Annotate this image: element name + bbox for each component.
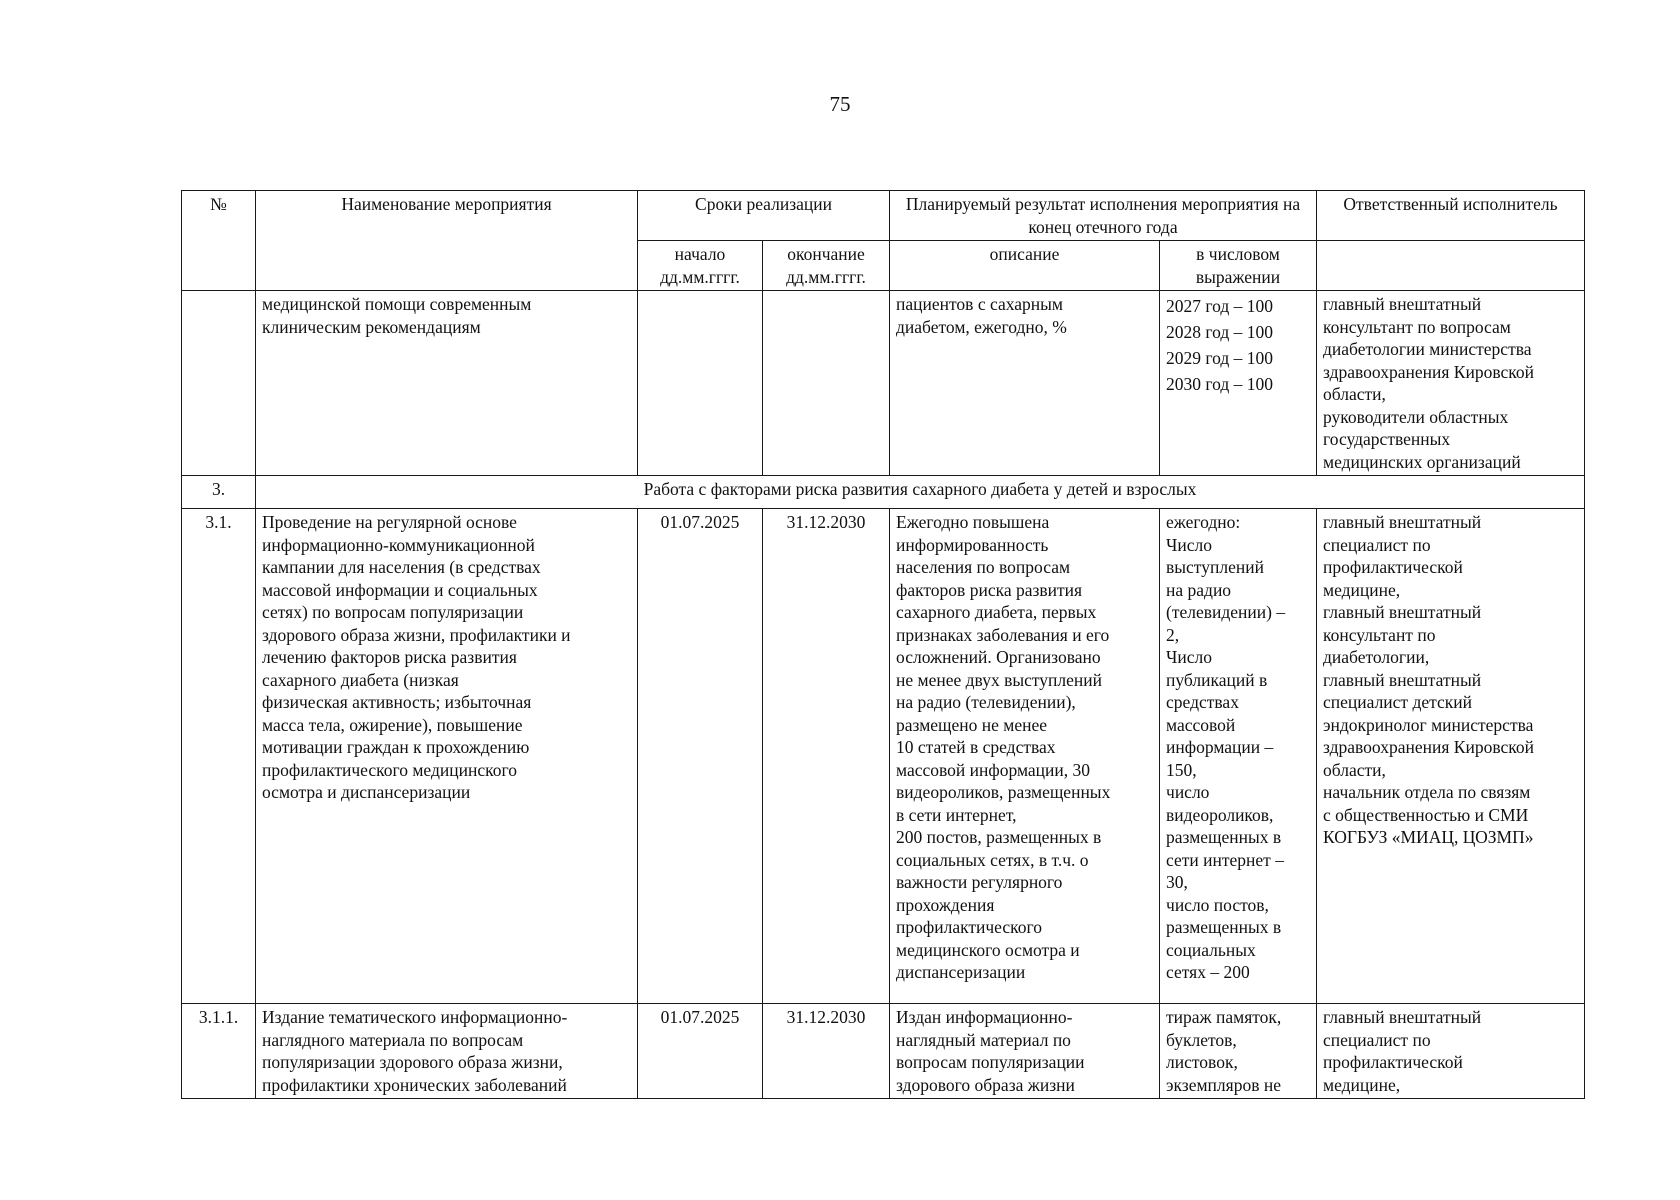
- section-row: [182, 476, 1585, 509]
- table-row: [182, 291, 1585, 476]
- row-description: пациентов с сахарным диабетом, ежегодно, %: [890, 291, 1160, 476]
- row-name: медицинской помощи современным клиническим рекомендациям: [256, 291, 638, 476]
- row-end: 31.12.2030: [763, 509, 890, 1004]
- header-row-1: [182, 191, 1585, 241]
- header-description: описание: [890, 241, 1160, 291]
- activities-table: [181, 190, 1585, 1099]
- header-name: Наименование мероприятия: [256, 191, 638, 291]
- table-row: [182, 509, 1585, 1004]
- row-numeric: ежегодно: Число выступлений на радио (телевидении) – 2, Число публикаций в средствах массовой информации – 150, число видеороликов, размещенных в сети интернет – 30, число постов, размещенных в социальных сетях – 200: [1160, 509, 1317, 1004]
- row-num: [182, 291, 256, 476]
- row-start: 01.07.2025: [638, 1004, 763, 1099]
- section-num: 3.: [182, 476, 256, 509]
- row-description: Издан информационно- наглядный материал по вопросам популяризации здорового образа жизни: [890, 1004, 1160, 1099]
- header-num: №: [182, 191, 256, 291]
- year-value: 2028 год – 100: [1166, 322, 1274, 342]
- year-value: 2027 год – 100: [1166, 296, 1274, 316]
- row-responsible: главный внештатный консультант по вопросам диабетологии министерства здравоохранения Кировской области, руководители областных государственных медицинских организаций: [1317, 291, 1585, 476]
- row-responsible: главный внештатный специалист по профилактической медицине,: [1317, 1004, 1585, 1099]
- header-result: Планируемый результат исполнения мероприятия на конец отечного года: [890, 191, 1317, 241]
- header-dates: Сроки реализации: [638, 191, 890, 241]
- row-num: 3.1.: [182, 509, 256, 1004]
- row-num: 3.1.1.: [182, 1004, 256, 1099]
- table-row: [182, 1004, 1585, 1099]
- header-start: начало дд.мм.гггг.: [638, 241, 763, 291]
- year-value: 2030 год – 100: [1166, 374, 1274, 394]
- row-numeric: [1160, 291, 1317, 476]
- row-end: [763, 291, 890, 476]
- page-number: 75: [829, 92, 851, 116]
- header-numeric: в числовом выражении: [1160, 241, 1317, 291]
- row-name: Издание тематического информационно- наглядного материала по вопросам популяризации здорового образа жизни, профилактики хронических заболеваний: [256, 1004, 638, 1099]
- row-name: Проведение на регулярной основе информационно-коммуникационной кампании для населения (в средствах массовой информации и социальных сетях) по вопросам популяризации здорового образа жизни, профилактики и лечению факторов риска развития сахарного диабета (низкая физическая активность; избыточная масса тела, ожирение), повышение мотивации граждан к прохождению профилактического медицинского осмотра и диспансеризации: [256, 509, 638, 1004]
- row-numeric: тираж памяток, буклетов, листовок, экземпляров не: [1160, 1004, 1317, 1099]
- section-title: Работа с факторами риска развития сахарного диабета у детей и взрослых: [256, 476, 1585, 509]
- header-responsible: Ответственный исполнитель: [1317, 191, 1585, 241]
- row-responsible: главный внештатный специалист по профилактической медицине, главный внештатный консультант по диабетологии, главный внештатный специалист детский эндокринолог министерства здравоохранения Кировской области, начальник отдела по связям с общественностью и СМИ КОГБУЗ «МИАЦ, ЦОЗМП»: [1317, 509, 1585, 1004]
- row-description: Ежегодно повышена информированность населения по вопросам факторов риска развития сахарного диабета, первых признаках заболевания и его осложнений. Организовано не менее двух выступлений на радио (телевидении), размещено не менее 10 статей в средствах массовой информации, 30 видеороликов, размещенных в сети интернет, 200 постов, размещенных в социальных сетях, в т.ч. о важности регулярного прохождения профилактического медицинского осмотра и диспансеризации: [890, 509, 1160, 1004]
- header-end: окончание дд.мм.гггг.: [763, 241, 890, 291]
- row-start: [638, 291, 763, 476]
- header-empty: [1317, 241, 1585, 291]
- row-end: 31.12.2030: [763, 1004, 890, 1099]
- year-value: 2029 год – 100: [1166, 348, 1274, 368]
- row-start: 01.07.2025: [638, 509, 763, 1004]
